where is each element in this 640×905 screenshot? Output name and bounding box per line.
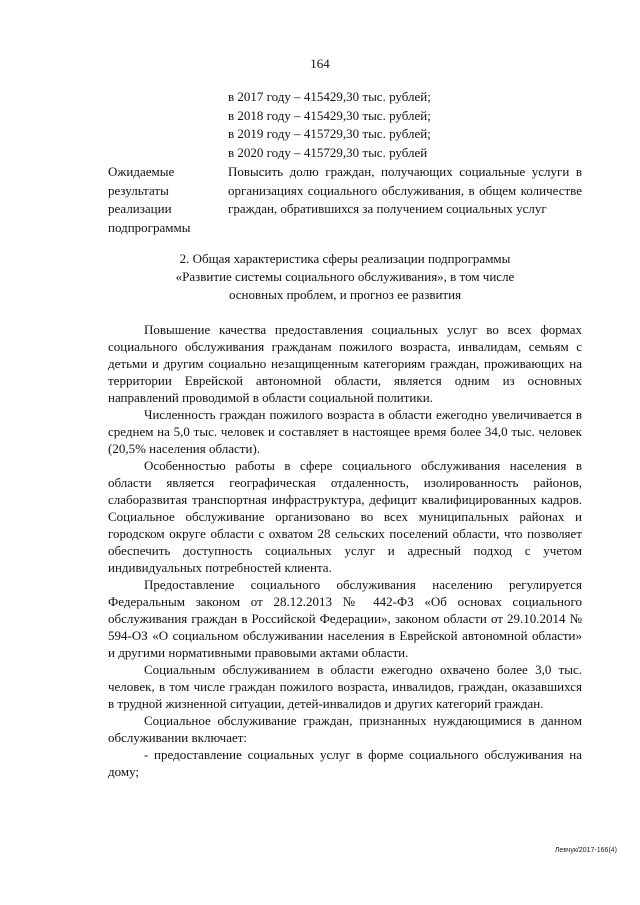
- section-title-line: «Развитие системы социального обслуживания», в том числе: [175, 269, 515, 284]
- paragraph: Численность граждан пожилого возраста в области ежегодно увеличивается в среднем на 5,0 тыс. человек и составляет в настоящее время более 34,0 тыс. человек (20,5% населения области).: [108, 407, 582, 456]
- paragraph: - предоставление социальных услуг в форме социального обслуживания на дому;: [108, 747, 582, 779]
- funding-line: в 2020 году – 415729,30 тыс. рублей: [228, 144, 428, 160]
- funding-list: [228, 88, 431, 162]
- funding-line: в 2017 году – 415429,30 тыс. рублей;: [228, 89, 431, 104]
- paragraph: Социальное обслуживание граждан, признанных нуждающимися в данном обслуживании включает:: [108, 713, 582, 745]
- paragraph: Повышение качества предоставления социальных услуг во всех формах социального обслуживания гражданам пожилого возраста, инвалидам, семьям с детьми и другим социально незащищенным категориям граждан, проживающих на территории Еврейской автономной области, является одним из основных направлений проводимой в области социальной политики.: [108, 322, 582, 405]
- section-title: [110, 250, 580, 304]
- expected-results-label: Ожидаемые результаты реализации подпрограммы: [108, 164, 191, 235]
- paragraph: Социальным обслуживанием в области ежегодно охвачено более 3,0 тыс. человек, в том числе граждан пожилого возраста, инвалидов, граждан, оказавшихся в трудной жизненной ситуации, детей-инвалидов и других категорий граждан.: [108, 662, 582, 711]
- paragraph: Особенностью работы в сфере социального обслуживания населения в области является географическая отдаленность, изолированность районов, слаборазвитая транспортная инфраструктура, дефицит квалифицированных кадров. Социальное обслуживание организовано во всех муниципальных районах и городском округе области с охватом 28 сельских поселений области, что позволяет обеспечить доступность социальных услуг и адресный подход с учетом индивидуальных потребностей клиента.: [108, 458, 582, 575]
- section-title-line: 2. Общая характеристика сферы реализации подпрограммы: [179, 251, 511, 266]
- footer-code: Левчук/2017-166(4): [554, 847, 617, 854]
- funding-line: в 2019 году – 415729,30 тыс. рублей;: [228, 126, 431, 141]
- page-number: 164: [310, 56, 330, 71]
- section-title-line: основных проблем, и прогноз ее развития: [228, 287, 462, 302]
- paragraph: Предоставление социального обслуживания населению регулируется Федеральным законом от 28.12.2013 № 442-ФЗ «Об основах социального обслуживания граждан в Российской Федерации», законом области от 29.10.2014 № 594-ОЗ «О социальном обслуживании населения в Еврейской автономной области» и другими нормативными правовыми актами области.: [108, 577, 582, 660]
- funding-line: в 2018 году – 415429,30 тыс. рублей;: [228, 107, 431, 123]
- expected-results-text: Повысить долю граждан, получающих социальные услуги в организациях социального обслуживания, в общем количестве граждан, обратившихся за получением социальных услуг: [228, 164, 582, 216]
- body-text: [108, 321, 582, 780]
